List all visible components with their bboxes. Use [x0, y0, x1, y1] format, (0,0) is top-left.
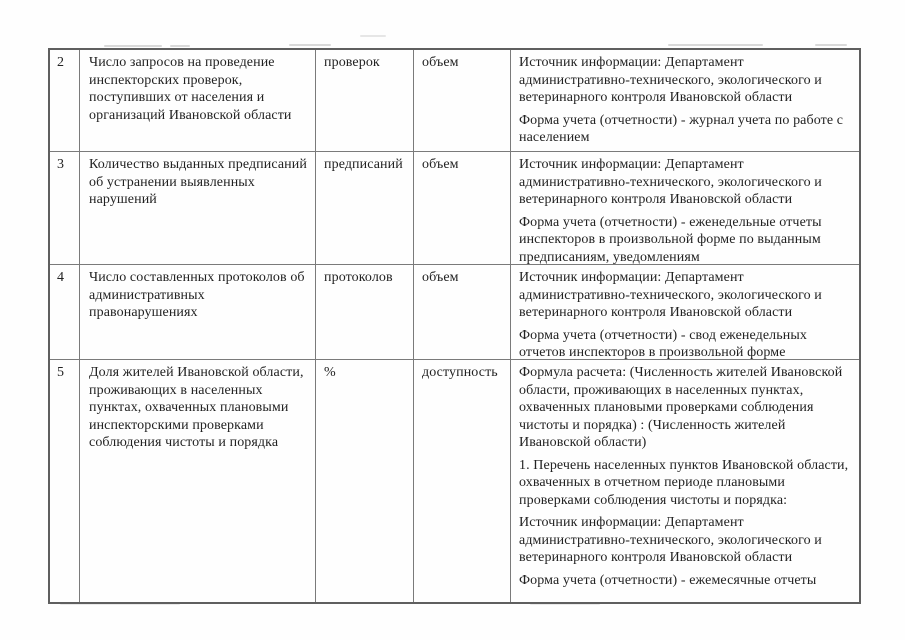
row-number-cell: 4: [50, 265, 80, 360]
scan-artifact: [668, 44, 763, 46]
indicator-name-cell: Число составленных протоколов об административных правонарушениях: [80, 265, 316, 360]
unit-cell: предписаний: [316, 152, 414, 265]
category-cell: объем: [414, 265, 511, 360]
source-paragraph: Источник информации: Департамент административно-технического, экологического и ветеринарного контроля Ивановской области: [519, 55, 822, 105]
list-paragraph: 1. Перечень населенных пунктов Ивановской области, охваченных в отчетном периоде плановыми проверками соблюдения чистоты и порядка:: [519, 457, 849, 508]
form-paragraph: Форма учета (отчетности) - журнал учета по работе с населением: [519, 112, 844, 145]
form-paragraph: Форма учета (отчетности) - ежемесячные отчеты: [519, 572, 817, 588]
scan-artifact: [815, 44, 847, 46]
form-paragraph: Форма учета (отчетности) - свод еженедельных отчетов инспекторов в произвольной форме: [519, 327, 807, 360]
row-number-cell: 5: [50, 360, 80, 602]
row-number-cell: 2: [50, 50, 80, 152]
category-cell: объем: [414, 50, 511, 152]
scan-artifact: [289, 44, 331, 46]
formula-paragraph: Формула расчета: (Численность жителей Ивановской области, проживающих в населенных пунктах, охваченных плановыми проверками соблюдения чистоты и порядка) : (Численность жителей Ивановской области): [519, 365, 843, 450]
scan-artifact: [360, 35, 386, 37]
source-paragraph: Источник информации: Департамент административно-технического, экологического и ветеринарного контроля Ивановской области: [519, 515, 822, 565]
source-cell: [511, 360, 859, 602]
category-cell: объем: [414, 152, 511, 265]
scan-artifact: [104, 45, 162, 47]
scan-artifact: [170, 45, 190, 47]
unit-cell: протоколов: [316, 265, 414, 360]
indicators-table: [48, 48, 861, 604]
source-paragraph: Источник информации: Департамент административно-технического, экологического и ветеринарного контроля Ивановской области: [519, 270, 822, 320]
unit-cell: %: [316, 360, 414, 602]
source-paragraph: Источник информации: Департамент административно-технического, экологического и ветеринарного контроля Ивановской области: [519, 157, 822, 207]
unit-cell: проверок: [316, 50, 414, 152]
indicator-name-cell: Количество выданных предписаний об устранении выявленных нарушений: [80, 152, 316, 265]
row-number-cell: 3: [50, 152, 80, 265]
source-cell: [511, 152, 859, 265]
category-cell: доступность: [414, 360, 511, 602]
indicator-name-cell: Доля жителей Ивановской области, проживающих в населенных пунктах, охваченных плановыми инспекторскими проверками соблюдения чистоты и порядка: [80, 360, 316, 602]
source-cell: [511, 50, 859, 152]
form-paragraph: Форма учета (отчетности) - еженедельные отчеты инспекторов в произвольной форме по выданным предписаниям, уведомлениям: [519, 214, 822, 265]
indicator-name-cell: Число запросов на проведение инспекторских проверок, поступивших от населения и организаций Ивановской области: [80, 50, 316, 152]
source-cell: [511, 265, 859, 360]
